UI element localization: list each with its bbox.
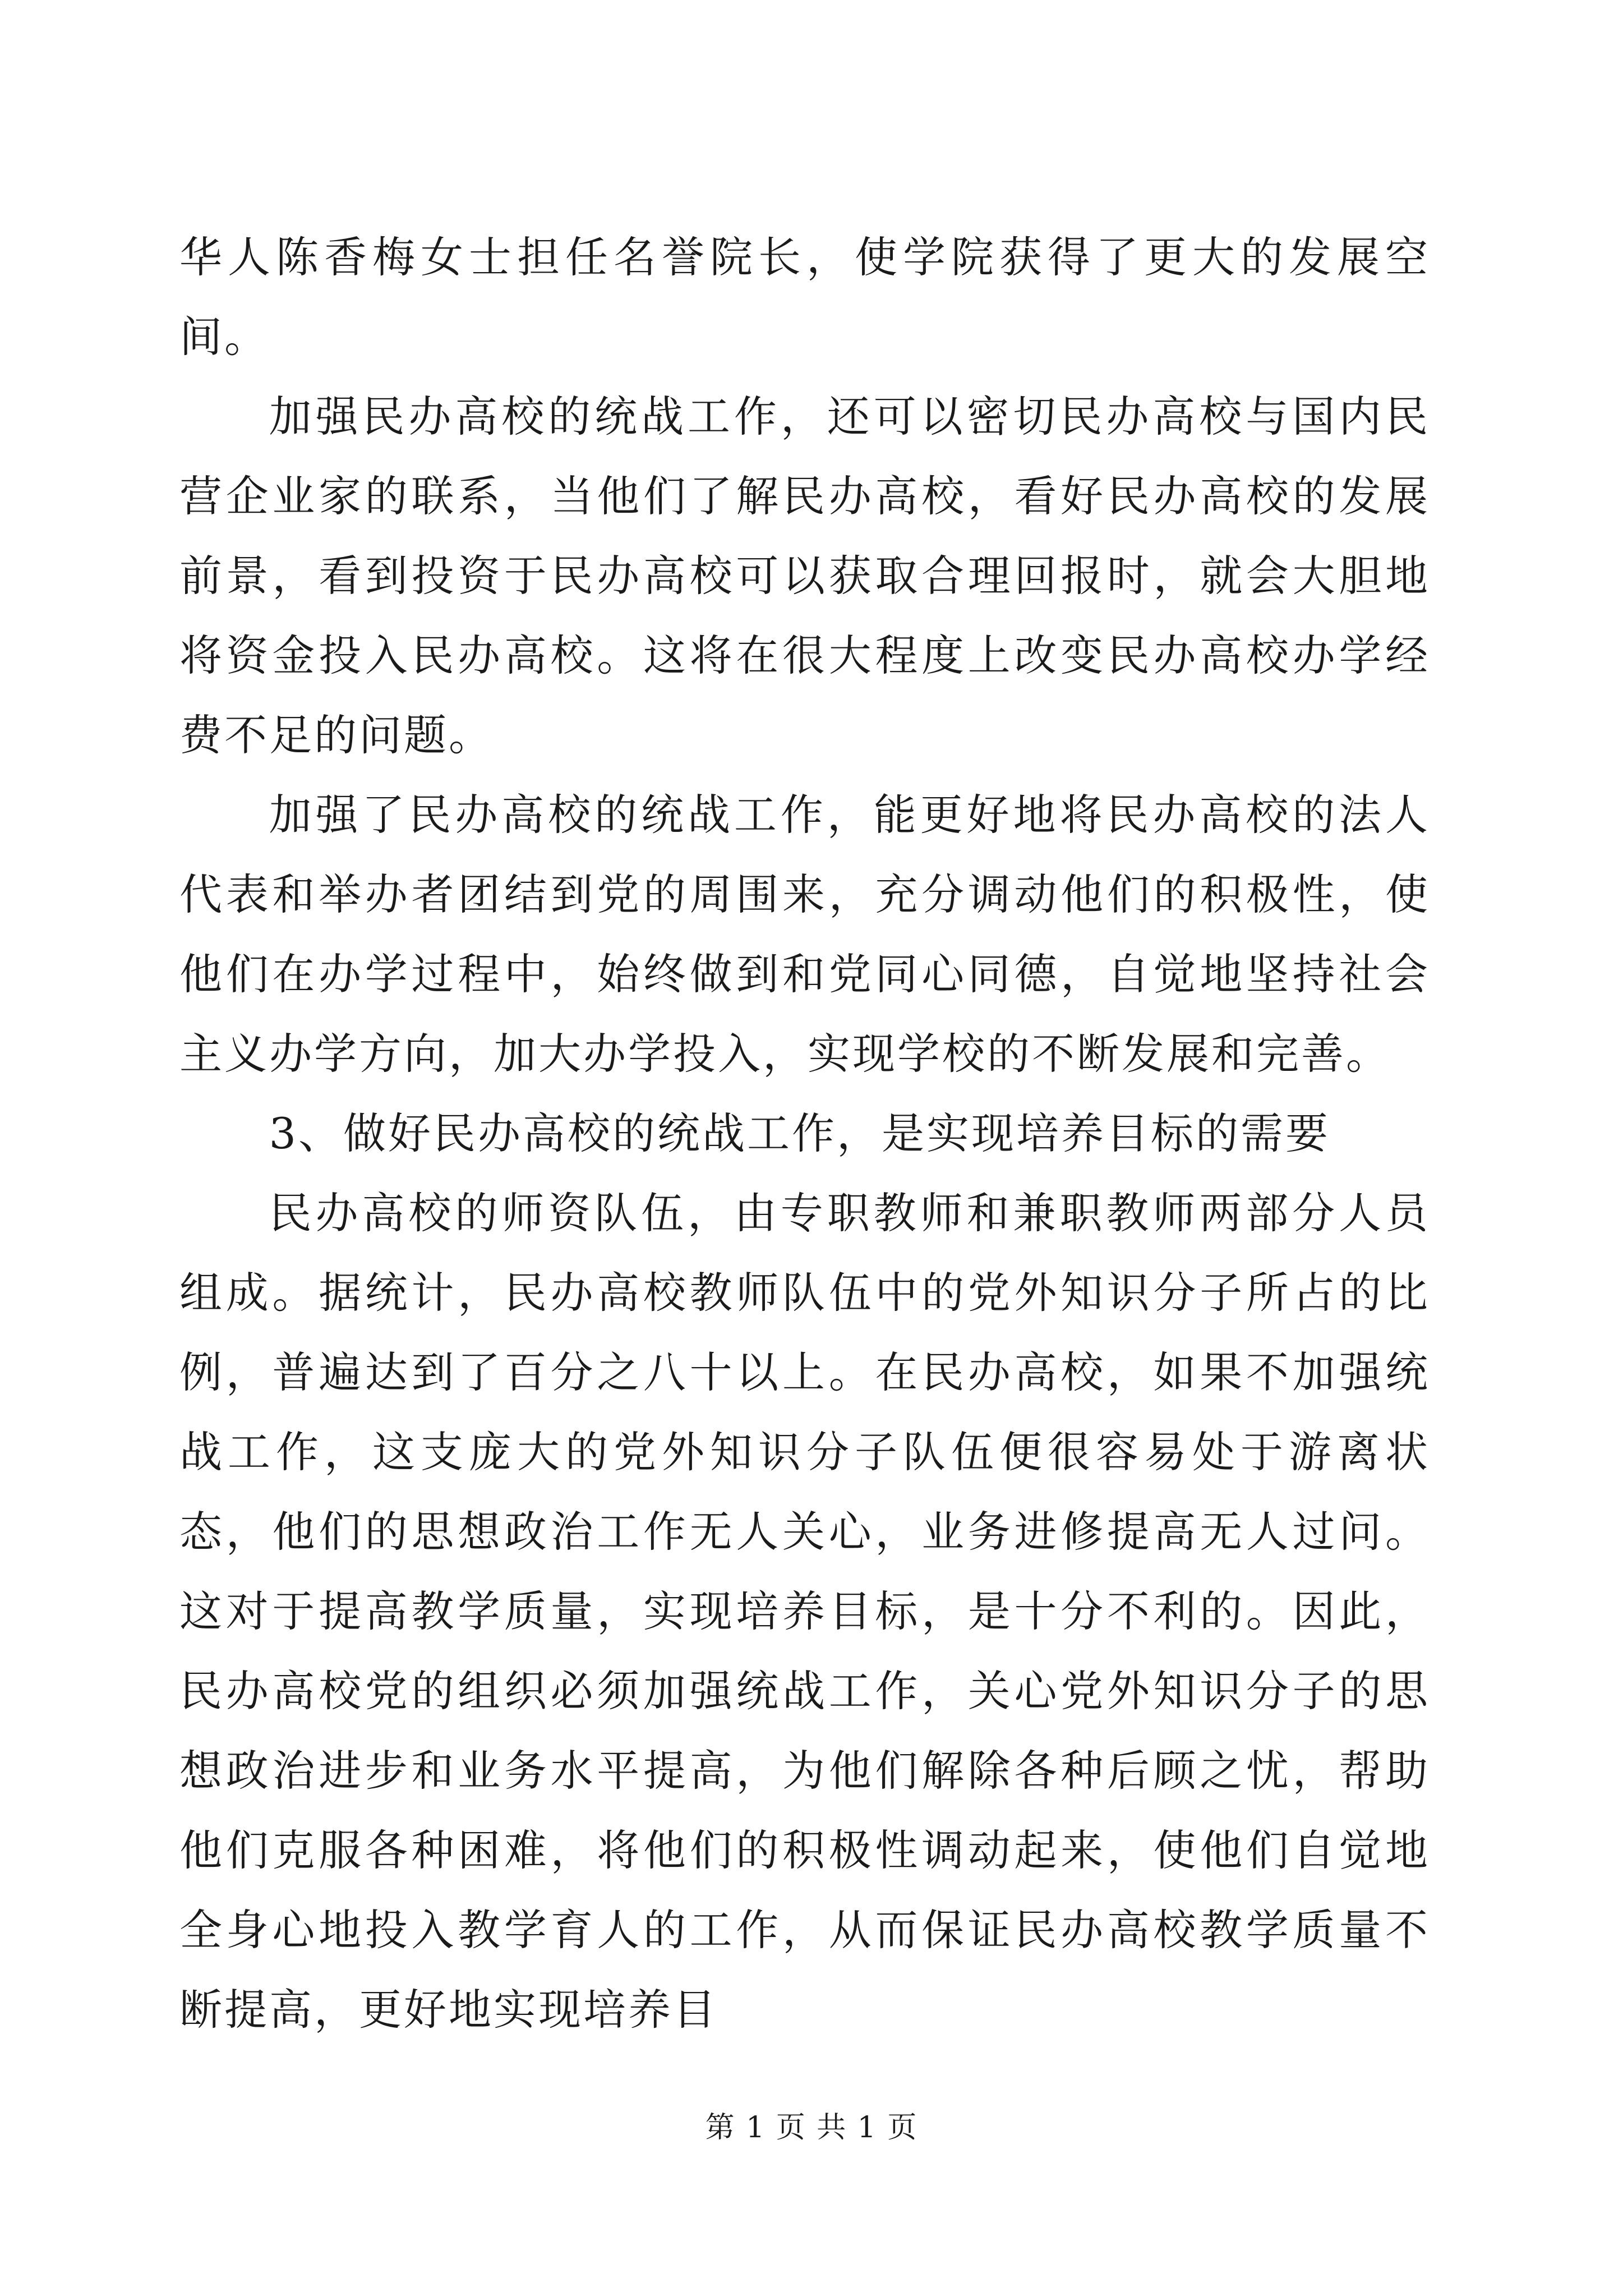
paragraph-2: 加强民办高校的统战工作，还可以密切民办高校与国内民营企业家的联系，当他们了解民办高校，看好民办高校的发展前景，看到投资于民办高校可以获取合理回报时，就会大胆地将资金投入民办高校。这将在很大程度上改变民办高校办学经费不足的问题。 xyxy=(179,392,1430,760)
paragraph-5: 民办高校的师资队伍，由专职教师和兼职教师两部分人员组成。据统计，民办高校教师队伍中的党外知识分子所占的比例，普遍达到了百分之八十以上。在民办高校，如果不加强统战工作，这支庞大的党外知识分子队伍便很容易处于游离状态，他们的思想政治工作无人关心，业务进修提高无人过问。这对于提高教学质量，实现培养目标，是十分不利的。因此，民办高校党的组织必须加强统战工作，关心党外知识分子的思想政治进步和业务水平提高，为他们解除各种后顾之忧，帮助他们克服各种困难，将他们的积极性调动起来，使他们自觉地全身心地投入教学育人的工作，从而保证民办高校教学质量不断提高，更好地实现培养目 xyxy=(179,1188,1430,2035)
paragraph-1: 华人陈香梅女士担任名誉院长，使学院获得了更大的发展空间。 xyxy=(179,232,1430,362)
page-footer: 第 1 页 共 1 页 xyxy=(705,2111,918,2145)
section-heading-3: 3、做好民办高校的统战工作，是实现培养目标的需要 xyxy=(269,1108,1330,1158)
paragraph-3: 加强了民办高校的统战工作，能更好地将民办高校的法人代表和举办者团结到党的周围来，充分调动他们的积极性，使他们在办学过程中，始终做到和党同心同德，自觉地坚持社会主义办学方向，加大办学投入，实现学校的不断发展和完善。 xyxy=(179,790,1430,1079)
document-body xyxy=(179,218,1430,2050)
